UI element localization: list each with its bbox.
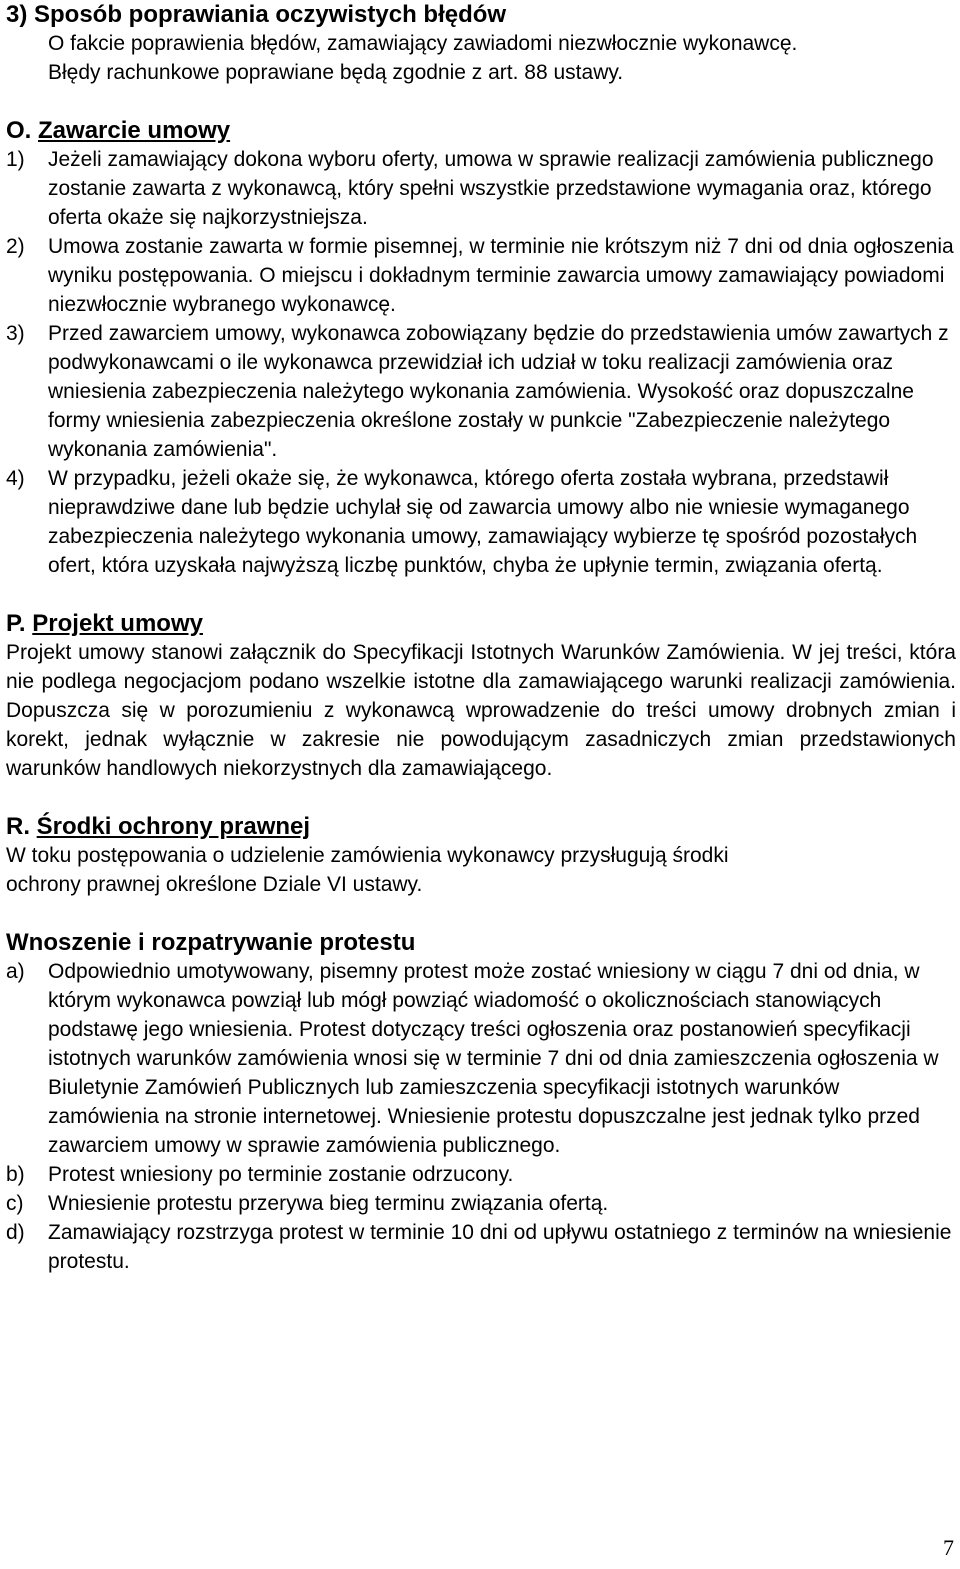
list-item-text: Wniesienie protestu przerywa bieg terminu związania ofertą.	[48, 1192, 609, 1215]
section-contract-draft	[6, 609, 956, 783]
section-title: Zawarcie umowy	[38, 117, 231, 144]
list-item-text: Protest wniesiony po terminie zostanie odrzucony.	[48, 1163, 514, 1186]
list-item-letter: d)	[6, 1221, 25, 1244]
list-item	[6, 1218, 956, 1276]
list-item-number: 3)	[6, 322, 25, 345]
spacer	[6, 580, 956, 609]
section-letter: R.	[6, 813, 30, 840]
section-contract-conclusion	[6, 116, 956, 580]
list-item-letter: b)	[6, 1163, 25, 1186]
section-heading	[6, 609, 956, 638]
section-title: Środki ochrony prawnej	[36, 813, 311, 840]
list-item	[6, 1160, 956, 1189]
page-number: 7	[943, 1535, 954, 1560]
section-heading	[6, 116, 956, 145]
paragraph-line: ochrony prawnej określone Dziale VI ustawy.	[6, 873, 423, 896]
list-item	[6, 464, 956, 580]
list-item	[6, 957, 956, 1160]
list-item-letter: a)	[6, 960, 25, 983]
spacer	[6, 783, 956, 812]
paragraph: Projekt umowy stanowi załącznik do Specyfikacji Istotnych Warunków Zamówienia. W jej treści, która nie podlega negocjacjom podano wszelkie istotne dla zamawiającego warunki realizacji zamówienia. Dopuszcza się w porozumieniu z wykonawcą wprowadzenie do treści umowy drobnych zmian i korekt, jednak wyłącznie w zakresie nie powodującym zasadniczych zmian przedstawionych warunków handlowych niekorzystnych dla zamawiającego.	[6, 641, 956, 780]
list-item-text: Odpowiednio umotywowany, pisemny protest może zostać wniesiony w ciągu 7 dni od dnia, w którym wykonawca powziął lub mógł powziąć wiadomość o okolicznościach stanowiących podstawę jego wniesienia. Protest dotyczący treści ogłoszenia oraz postanowień specyfikacji istotnych warunków zamówienia wnosi się w terminie 7 dni od dnia zamieszczenia ogłoszenia w Biuletynie Zamówień Publicznych lub zamieszczenia specyfikacji istotnych warunków zamówienia na stronie internetowej. Wniesienie protestu dopuszczalne jest jednak tylko przed zawarciem umowy w sprawie zamówienia publicznego.	[48, 960, 939, 1157]
section-heading	[6, 812, 956, 841]
list-item-text: Jeżeli zamawiający dokona wyboru oferty, umowa w sprawie realizacji zamówienia publicznego zostanie zawarta z wykonawcą, który spełni wszystkie przedstawione wymagania oraz, którego oferta okaże się najkorzystniejsza.	[48, 148, 934, 229]
section-legal-remedies	[6, 812, 956, 899]
document-page	[6, 0, 956, 1276]
section-error-correction	[6, 0, 956, 87]
section-letter: O.	[6, 117, 32, 144]
list-item	[6, 145, 956, 232]
spacer	[6, 899, 956, 928]
list-item-text: Przed zawarciem umowy, wykonawca zobowiązany będzie do przedstawienia umów zawartych z podwykonawcami o ile wykonawca przewidział ich udział w toku realizacji zamówienia oraz wniesienia zabezpieczenia należytego wykonania zamówienia. Wysokość oraz dopuszczalne formy wniesienia zabezpieczenia określone zostały w punkcie "Zabezpieczenie należytego wykonania zamówienia".	[48, 322, 949, 461]
list-item-text: Zamawiający rozstrzyga protest w terminie 10 dni od upływu ostatniego z terminów na wniesienie protestu.	[48, 1221, 952, 1273]
section-title: Projekt umowy	[32, 610, 203, 637]
list-item	[6, 232, 956, 319]
list-item-number: 4)	[6, 467, 25, 490]
paragraph-line: Błędy rachunkowe poprawiane będą zgodnie z art. 88 ustawy.	[48, 61, 624, 84]
list-item	[6, 319, 956, 464]
list-item-number: 2)	[6, 235, 25, 258]
spacer	[6, 87, 956, 116]
section-letter: P.	[6, 610, 26, 637]
section-protest	[6, 928, 956, 1276]
paragraph-line: W toku postępowania o udzielenie zamówienia wykonawcy przysługują środki	[6, 844, 729, 867]
paragraph-line: O fakcie poprawienia błędów, zamawiający zawiadomi niezwłocznie wykonawcę.	[48, 32, 798, 55]
list-item-text: Umowa zostanie zawarta w formie pisemnej, w terminie nie krótszym niż 7 dni od dnia ogłoszenia wyniku postępowania. O miejscu i dokładnym terminie zawarcia umowy zamawiający powiadomi niezwłocznie wybranego wykonawcę.	[48, 235, 954, 316]
section-heading: Wnoszenie i rozpatrywanie protestu	[6, 929, 416, 956]
list-item-text: W przypadku, jeżeli okaże się, że wykonawca, którego oferta została wybrana, przedstawił nieprawdziwe dane lub będzie uchylał się od zawarcia umowy albo nie wniesie wymaganego zabezpieczenia należytego wykonania umowy, zamawiający wybierze tę spośród pozostałych ofert, która uzyskała najwyższą liczbę punktów, chyba że upłynie termin, związania ofertą.	[48, 467, 918, 577]
list-item-letter: c)	[6, 1192, 24, 1215]
list-item-number: 1)	[6, 148, 25, 171]
list-item	[6, 1189, 956, 1218]
section-heading: 3) Sposób poprawiania oczywistych błędów	[6, 1, 507, 28]
